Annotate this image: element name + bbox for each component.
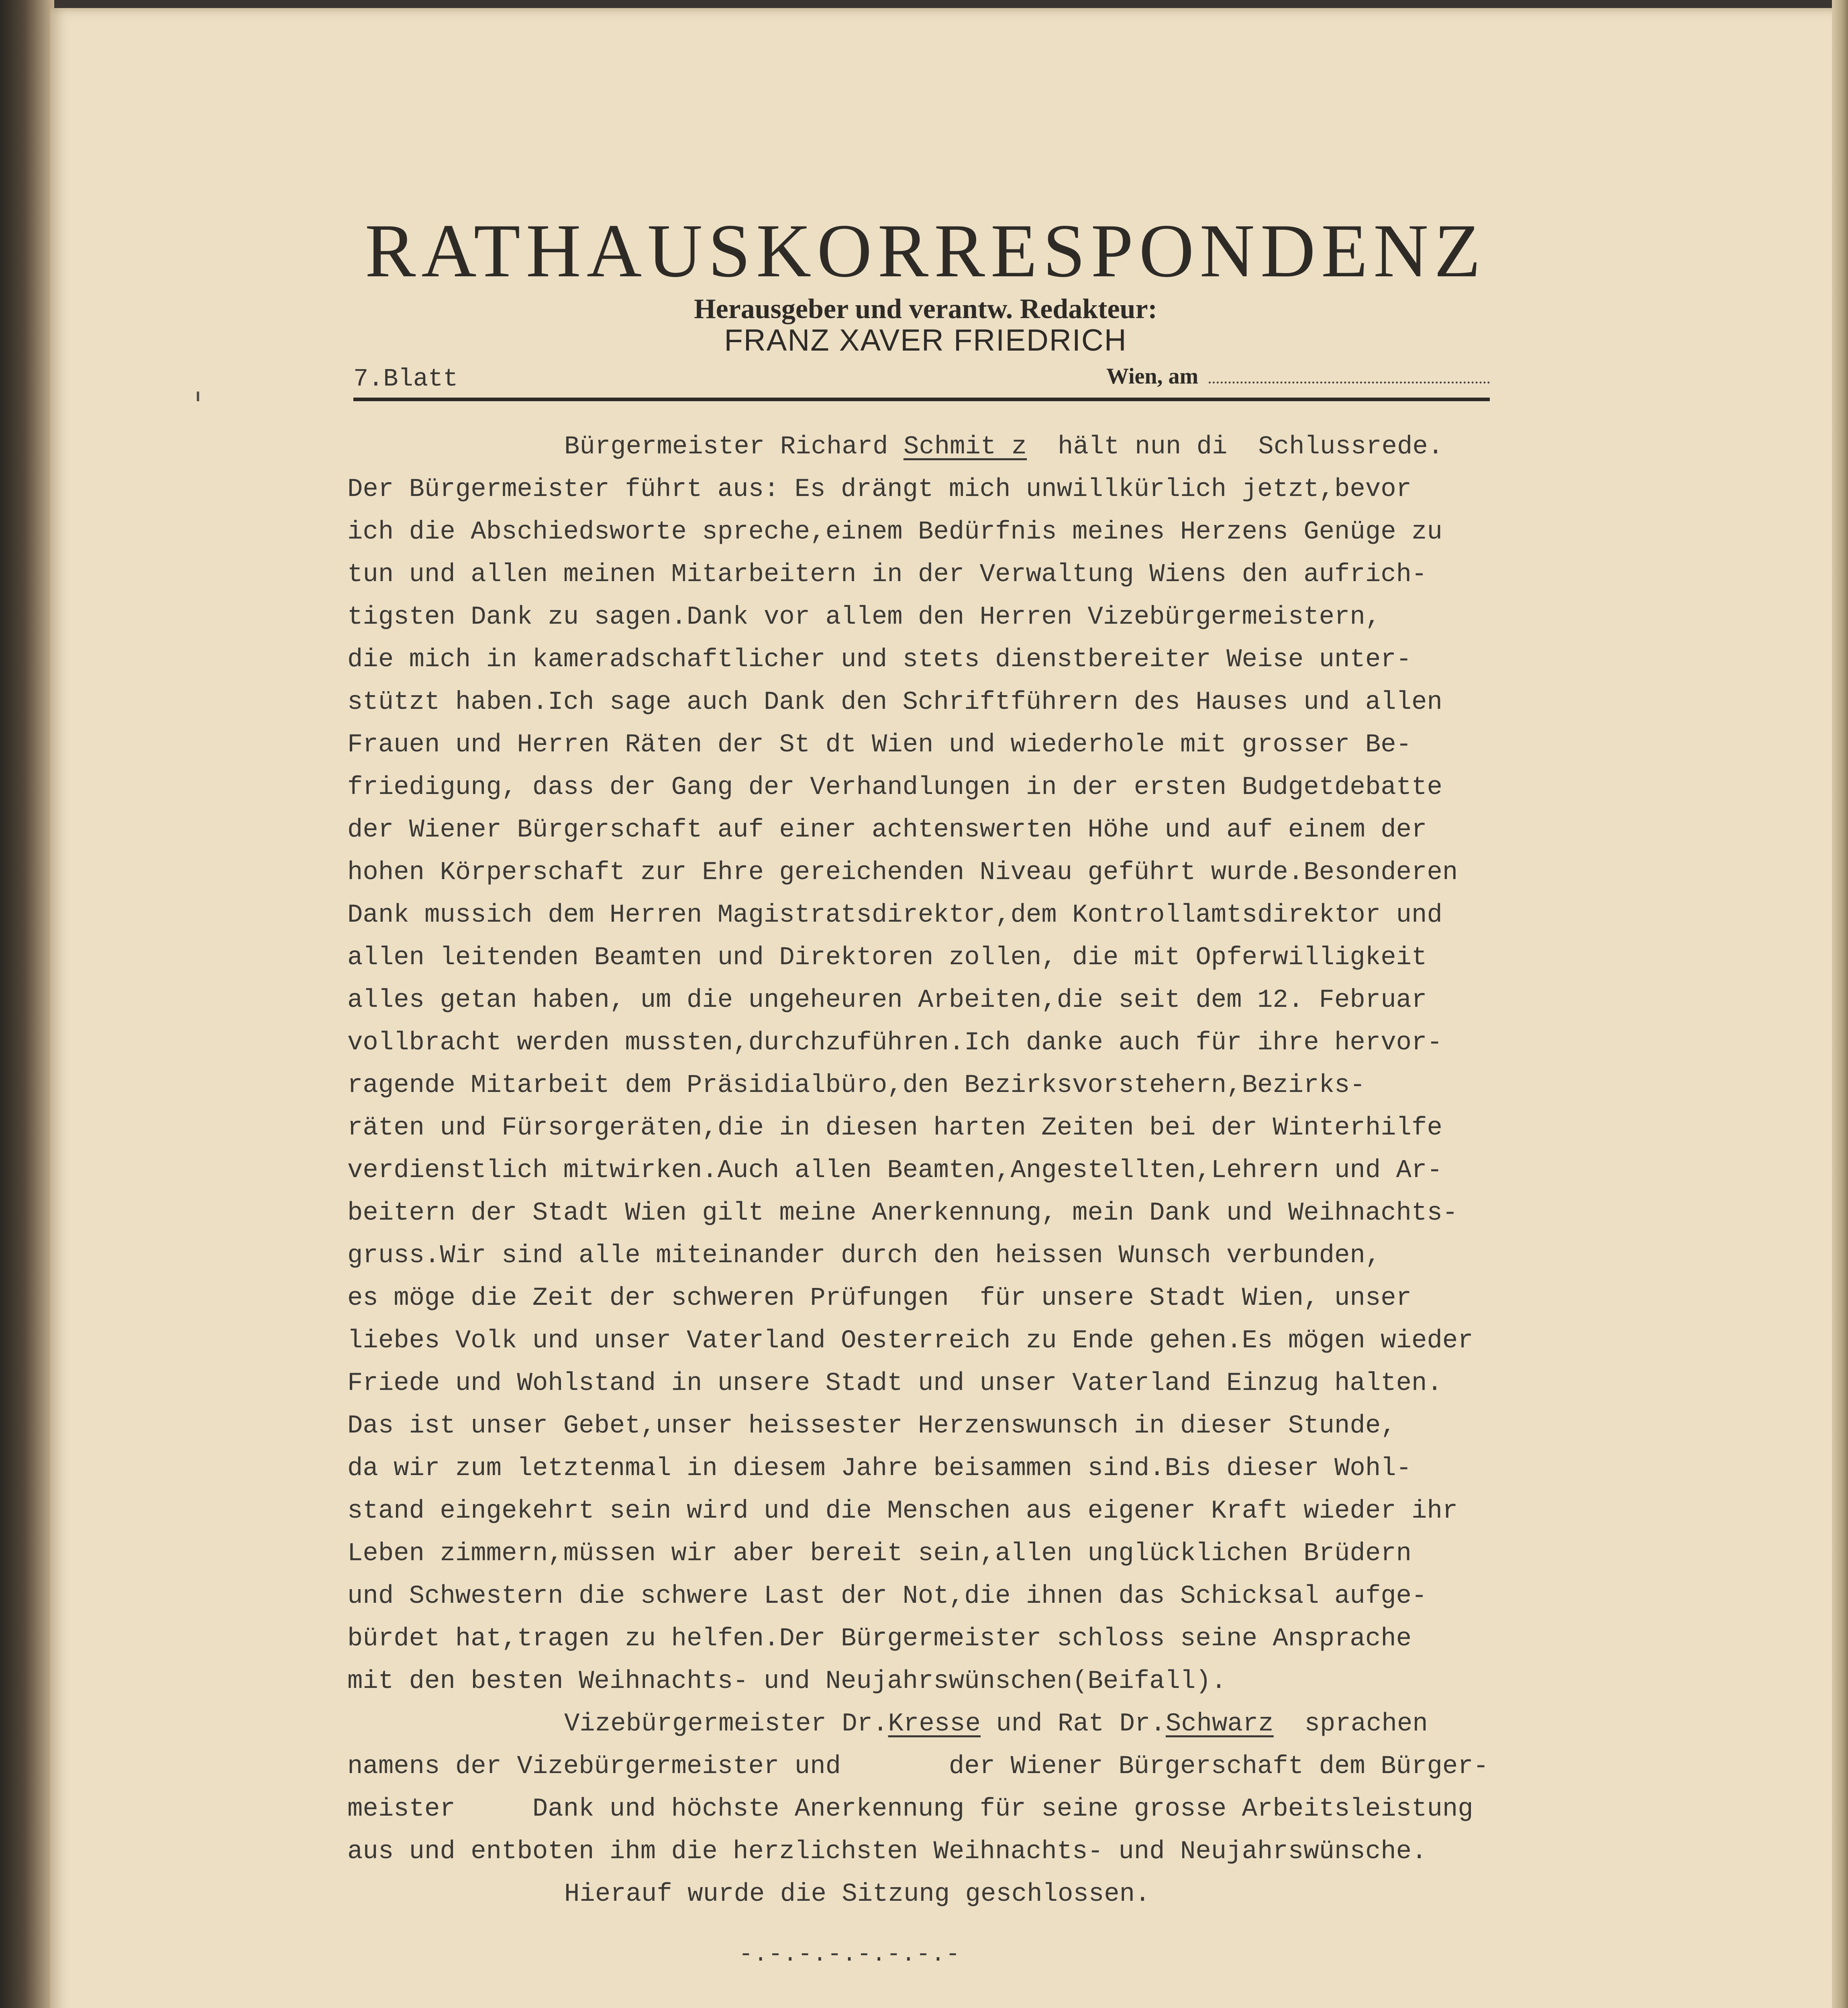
paragraph-1-first-line (347, 426, 1552, 468)
page-edge (1832, 0, 1848, 2008)
text-line: aus und entboten ihm die herzlichsten Weihnachts- und Neujahrswünsche. (347, 1837, 1427, 1866)
text-line: tun und allen meinen Mitarbeitern in der Verwaltung Wiens den aufrich- (347, 560, 1427, 589)
paragraph-2-first-line (347, 1703, 1552, 1745)
masthead-editor: FRANZ XAVER FRIEDRICH (724, 323, 1127, 357)
text-segment: und Rat Dr. (980, 1710, 1166, 1739)
text-line: stützt haben.Ich sage auch Dank den Schriftführern des Hauses und allen (347, 688, 1442, 717)
text-line: Dank mussich dem Herren Magistratsdirektor,dem Kontrollamtsdirektor und (347, 901, 1442, 930)
text-line: Frauen und Herren Räten der St dt Wien und wiederhole mit grosser Be- (347, 731, 1412, 759)
text-line: es möge die Zeit der schweren Prüfungen für unsere Stadt Wien, unser (347, 1284, 1412, 1313)
text-line: Friede und Wohlstand in unsere Stadt und unser Vaterland Einzug halten. (347, 1369, 1442, 1398)
date-dotted-line (1209, 382, 1490, 384)
name-schmitz: Schmit z (903, 433, 1027, 461)
margin-mark (197, 392, 199, 401)
text-line: namens der Vizebürgermeister und der Wiener Bürgerschaft dem Bürger- (347, 1752, 1489, 1781)
text-line: gruss.Wir sind alle miteinander durch den heissen Wunsch verbunden, (347, 1241, 1381, 1270)
text-line: Leben zimmern,müssen wir aber bereit sein,allen unglücklichen Brüdern (347, 1539, 1412, 1568)
text-segment: hält nun di Schlussrede. (1027, 433, 1444, 461)
text-line: bürdet hat,tragen zu helfen.Der Bürgermeister schloss seine Ansprache (347, 1624, 1412, 1653)
text-line: ragende Mitarbeit dem Präsidialbüro,den Bezirksvorstehern,Bezirks- (347, 1071, 1365, 1100)
text-line: Der Bürgermeister führt aus: Es drängt mich unwillkürlich jetzt,bevor (347, 475, 1412, 504)
text-line: Das ist unser Gebet,unser heissester Herzenswunsch in dieser Stunde, (347, 1412, 1396, 1441)
text-line: räten und Fürsorgeräten,die in diesen harten Zeiten bei der Winterhilfe (347, 1114, 1442, 1143)
header-rule (353, 398, 1490, 401)
text-line: verdienstlich mitwirken.Auch allen Beamten,Angestellten,Lehrern und Ar- (347, 1156, 1442, 1185)
place-date-label: Wien, am (1106, 364, 1199, 389)
text-segment: sprachen (1273, 1710, 1428, 1739)
book-binding (0, 0, 54, 2008)
paragraph-1 (347, 468, 1552, 1703)
text-line: allen leitenden Beamten und Direktoren zollen, die mit Opferwilligkeit (347, 943, 1427, 972)
text-line: hohen Körperschaft zur Ehre gereichenden Niveau geführt wurde.Besonderen (347, 858, 1458, 887)
sheet-number: 7.Blatt (353, 365, 458, 393)
name-schwarz: Schwarz (1165, 1710, 1274, 1739)
text-line: alles getan haben, um die ungeheuren Arbeiten,die seit dem 12. Februar (347, 986, 1427, 1015)
name-kresse: Kresse (888, 1710, 981, 1739)
body-text (347, 426, 1552, 1916)
text-line: stand eingekehrt sein wird und die Menschen aus eigener Kraft wieder ihr (347, 1497, 1458, 1526)
text-line: vollbracht werden mussten,durchzuführen.Ich danke auch für ihre hervor- (347, 1028, 1442, 1057)
text-segment: Bürgermeister Richard (564, 433, 904, 461)
text-line: und Schwestern die schwere Last der Not,die ihnen das Schicksal aufge- (347, 1582, 1427, 1611)
text-line: friedigung, dass der Gang der Verhandlungen in der ersten Budgetdebatte (347, 773, 1442, 802)
closing-mark: -.-.-.-.-.-.-.- (739, 1942, 961, 1968)
text-line: mit den besten Weihnachts- und Neujahrswünschen(Beifall). (347, 1667, 1227, 1696)
text-line: meister Dank und höchste Anerkennung für seine grosse Arbeitsleistung (347, 1795, 1473, 1824)
paragraph-3: Hierauf wurde die Sitzung geschlossen. (564, 1880, 1150, 1909)
text-line: die mich in kameradschaftlicher und stets dienstbereiter Weise unter- (347, 645, 1412, 674)
paragraph-2 (347, 1745, 1552, 1873)
text-line: tigsten Dank zu sagen.Dank vor allem den Herren Vizebürgermeistern, (347, 603, 1381, 632)
text-line: liebes Volk und unser Vaterland Oesterreich zu Ende gehen.Es mögen wieder (347, 1326, 1473, 1355)
masthead-subtitle: Herausgeber und verantw. Redakteur: (694, 294, 1157, 324)
masthead-title: RATHAUSKORRESPONDENZ (365, 209, 1487, 293)
text-line: ich die Abschiedsworte spreche,einem Bedürfnis meines Herzens Genüge zu (347, 518, 1442, 547)
text-line: da wir zum letztenmal in diesem Jahre beisammen sind.Bis dieser Wohl- (347, 1454, 1412, 1483)
text-line: beitern der Stadt Wien gilt meine Anerkennung, mein Dank und Weihnachts- (347, 1199, 1458, 1228)
text-segment: Vizebürgermeister Dr. (564, 1710, 888, 1739)
text-line: der Wiener Bürgerschaft auf einer achtenswerten Höhe und auf einem der (347, 816, 1427, 845)
